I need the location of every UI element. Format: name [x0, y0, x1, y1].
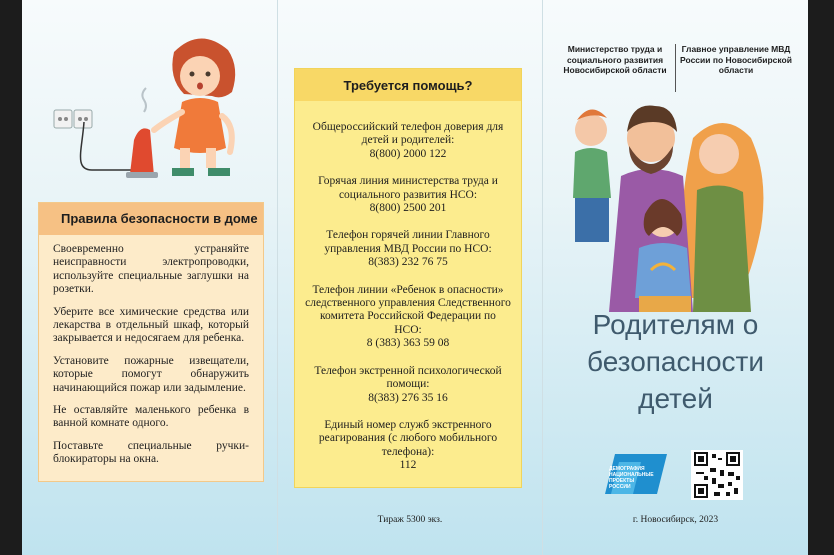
contact-name: Общероссийский телефон доверия для детей и родителей:: [312, 121, 504, 147]
contact-item: [305, 121, 511, 161]
contact-item: [305, 419, 511, 473]
city-year: г. Новосибирск, 2023: [632, 515, 719, 525]
contact-item: [305, 365, 511, 405]
title-line: безопасности: [586, 346, 764, 377]
rule-item: Поставьте специальные ручки-блокираторы на окна.: [53, 439, 249, 466]
contacts-list: [295, 101, 521, 473]
contact-name: Телефон экстренной психологической помощи:: [314, 364, 502, 391]
rule-item: Не оставляйте маленького ребенка в ванной комнате одного.: [53, 404, 249, 430]
contact-item: [305, 229, 511, 269]
contact-item: [305, 284, 511, 351]
contact-name: Телефон линии «Ребенок в опасности» следственного управления Следственного комитета Российской Федерации по НСО:: [305, 283, 511, 336]
left-panel: [22, 0, 278, 555]
rule-item: Своевременно устраняйте неисправности электропроводки, используйте специальные заглушки на розетки.: [53, 243, 249, 296]
title-line: Родителям о: [592, 309, 759, 340]
contact-name: Горячая линия министерства труда и социального развития НСО:: [318, 175, 498, 201]
contact-phone[interactable]: 8 (383) 363 59 08: [366, 337, 450, 350]
rule-item: Установите пожарные извещатели, которые помогут обнаружить начинающийся пожар или задымление.: [53, 354, 249, 394]
help-contacts-box: [294, 68, 522, 488]
contact-phone[interactable]: 112: [399, 459, 417, 472]
contact-phone[interactable]: 8(800) 2000 122: [369, 147, 447, 160]
organizations-header: [543, 44, 808, 92]
print-run: Тираж 5300 экз.: [377, 515, 443, 525]
contact-name: Телефон горячей линии Главного управления МВД России по НСО:: [324, 229, 492, 255]
girl-iron-illustration: [22, 20, 278, 190]
contact-phone[interactable]: 8(383) 232 76 75: [368, 256, 448, 269]
rules-list: [39, 235, 263, 467]
family-illustration: [563, 98, 793, 312]
home-safety-rules-box: [38, 202, 264, 482]
contact-phone[interactable]: 8(383) 276 35 16: [368, 391, 448, 404]
qr-code[interactable]: [691, 450, 743, 500]
middle-panel: [278, 0, 543, 555]
org-ministry: Министерство труда и социального развития Новосибирской области: [563, 44, 667, 75]
title-line: детей: [638, 383, 713, 414]
rules-title: Правила безопасности в доме: [39, 203, 263, 235]
right-panel: [543, 0, 808, 555]
national-projects-logo-text: ДЕМОГРАФИЯ НАЦИОНАЛЬНЫЕ ПРОЕКТЫ РОССИИ: [609, 466, 654, 490]
brochure-sheet: [22, 0, 808, 555]
help-title: Требуется помощь?: [295, 69, 521, 101]
contact-name: Единый номер служб экстренного реагирования (с любого мобильного телефона):: [318, 418, 498, 458]
brochure-title: [543, 306, 808, 417]
rule-item: Уберите все химические средства или лекарства в отдельный шкаф, который закрывается и недосягаем для ребенка.: [53, 305, 249, 345]
org-divider: [675, 44, 676, 92]
org-mvd: Главное управление МВД России по Новосибирской области: [680, 44, 792, 75]
contact-item: [305, 175, 511, 215]
contact-phone[interactable]: 8(800) 2500 201: [369, 202, 447, 215]
